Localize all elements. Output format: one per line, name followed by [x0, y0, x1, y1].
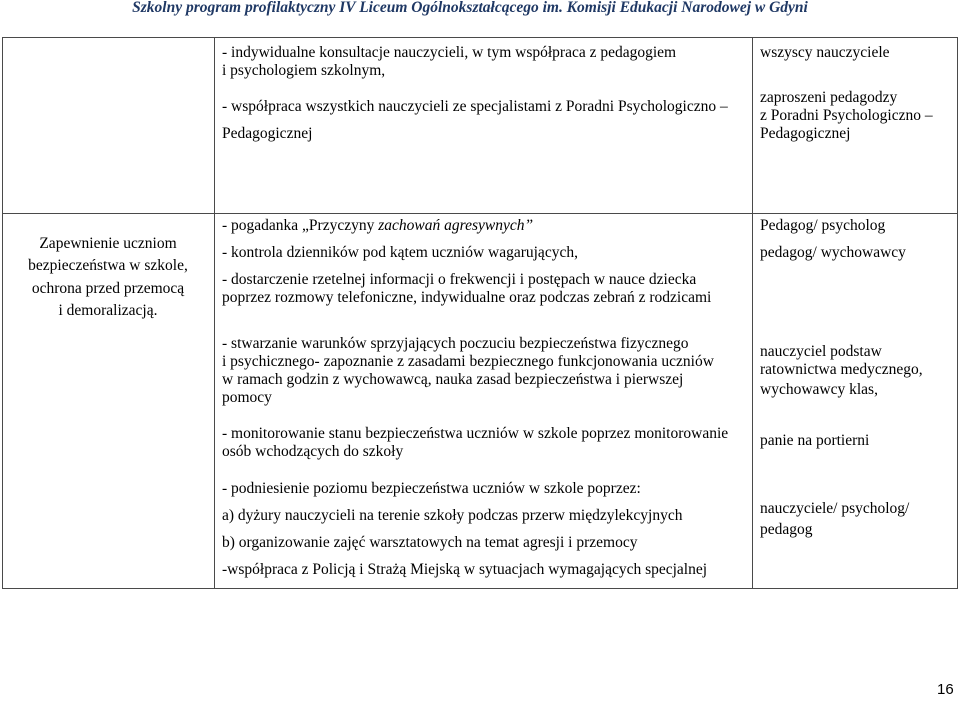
- responsible-line: ratownictwa medycznego,: [760, 361, 923, 378]
- row-divider: [2, 213, 958, 214]
- column-divider: [752, 37, 753, 589]
- goal-line: bezpieczeństwa w szkole,: [28, 257, 188, 274]
- goal-line: Zapewnienie uczniom: [39, 235, 177, 252]
- activity-line: w ramach godzin z wychowawcą, nauka zasad bezpieczeństwa i pierwszej: [222, 371, 684, 388]
- activity-line: poprzez rozmowy telefoniczne, indywidualne oraz podczas zebrań z rodzicami: [222, 289, 712, 306]
- activity-line: [222, 217, 533, 235]
- running-header: Szkolny program profilaktyczny IV Liceum Ogólnokształcącego im. Komisji Edukacji Narodowej w Gdyni: [132, 0, 808, 16]
- responsible-line: pedagog: [760, 521, 813, 538]
- responsible-line: zaproszeni pedagodzy: [760, 89, 898, 106]
- responsible-line: Pedagog/ psycholog: [760, 217, 886, 234]
- page-number: 16: [937, 681, 954, 698]
- activity-line: b) organizowanie zajęć warsztatowych na temat agresji i przemocy: [222, 534, 638, 551]
- responsible-line: nauczyciele/ psycholog/: [760, 500, 910, 517]
- responsible-line: panie na portierni: [760, 432, 870, 449]
- activity-line: - monitorowanie stanu bezpieczeństwa uczniów w szkole poprzez monitorowanie: [222, 425, 729, 442]
- goal-line: i demoralizacją.: [58, 302, 158, 319]
- activity-line: - indywidualne konsultacje nauczycieli, w tym współpraca z pedagogiem: [222, 44, 677, 61]
- activity-emphasis: zachowań agresywnych”: [378, 217, 534, 234]
- responsible-line: wychowawcy klas,: [760, 381, 878, 398]
- activity-line: - stwarzanie warunków sprzyjających poczuciu bezpieczeństwa fizycznego: [222, 335, 689, 352]
- responsible-line: z Poradni Psychologiczno –: [760, 107, 933, 124]
- activity-line: - kontrola dzienników pod kątem uczniów wagarujących,: [222, 244, 578, 261]
- activity-line: - dostarczenie rzetelnej informacji o frekwencji i postępach w nauce dziecka: [222, 271, 697, 288]
- activity-line: Pedagogicznej: [222, 125, 313, 142]
- activity-line: pomocy: [222, 389, 272, 406]
- activity-line: - podniesienie poziomu bezpieczeństwa uczniów w szkole poprzez:: [222, 480, 641, 497]
- activity-line: osób wchodzących do szkoły: [222, 443, 404, 460]
- activity-line: i psychicznego- zapoznanie z zasadami bezpiecznego funkcjonowania uczniów: [222, 353, 714, 370]
- activity-line: -współpraca z Policją i Strażą Miejską w sytuacjach wymagających specjalnej: [222, 561, 708, 578]
- activity-line: i psychologiem szkolnym,: [222, 62, 386, 79]
- column-divider: [214, 37, 215, 589]
- activity-text: - pogadanka „Przyczyny: [222, 217, 379, 234]
- activity-line: - współpraca wszystkich nauczycieli ze specjalistami z Poradni Psychologiczno –: [222, 98, 728, 115]
- responsible-line: pedagog/ wychowawcy: [760, 244, 906, 261]
- responsible-line: nauczyciel podstaw: [760, 343, 882, 360]
- responsible-line: Pedagogicznej: [760, 125, 851, 142]
- goal-line: ochrona przed przemocą: [31, 280, 185, 297]
- responsible-line: wszyscy nauczyciele: [760, 44, 890, 61]
- activity-line: a) dyżury nauczycieli na terenie szkoły podczas przerw międzylekcyjnych: [222, 507, 683, 524]
